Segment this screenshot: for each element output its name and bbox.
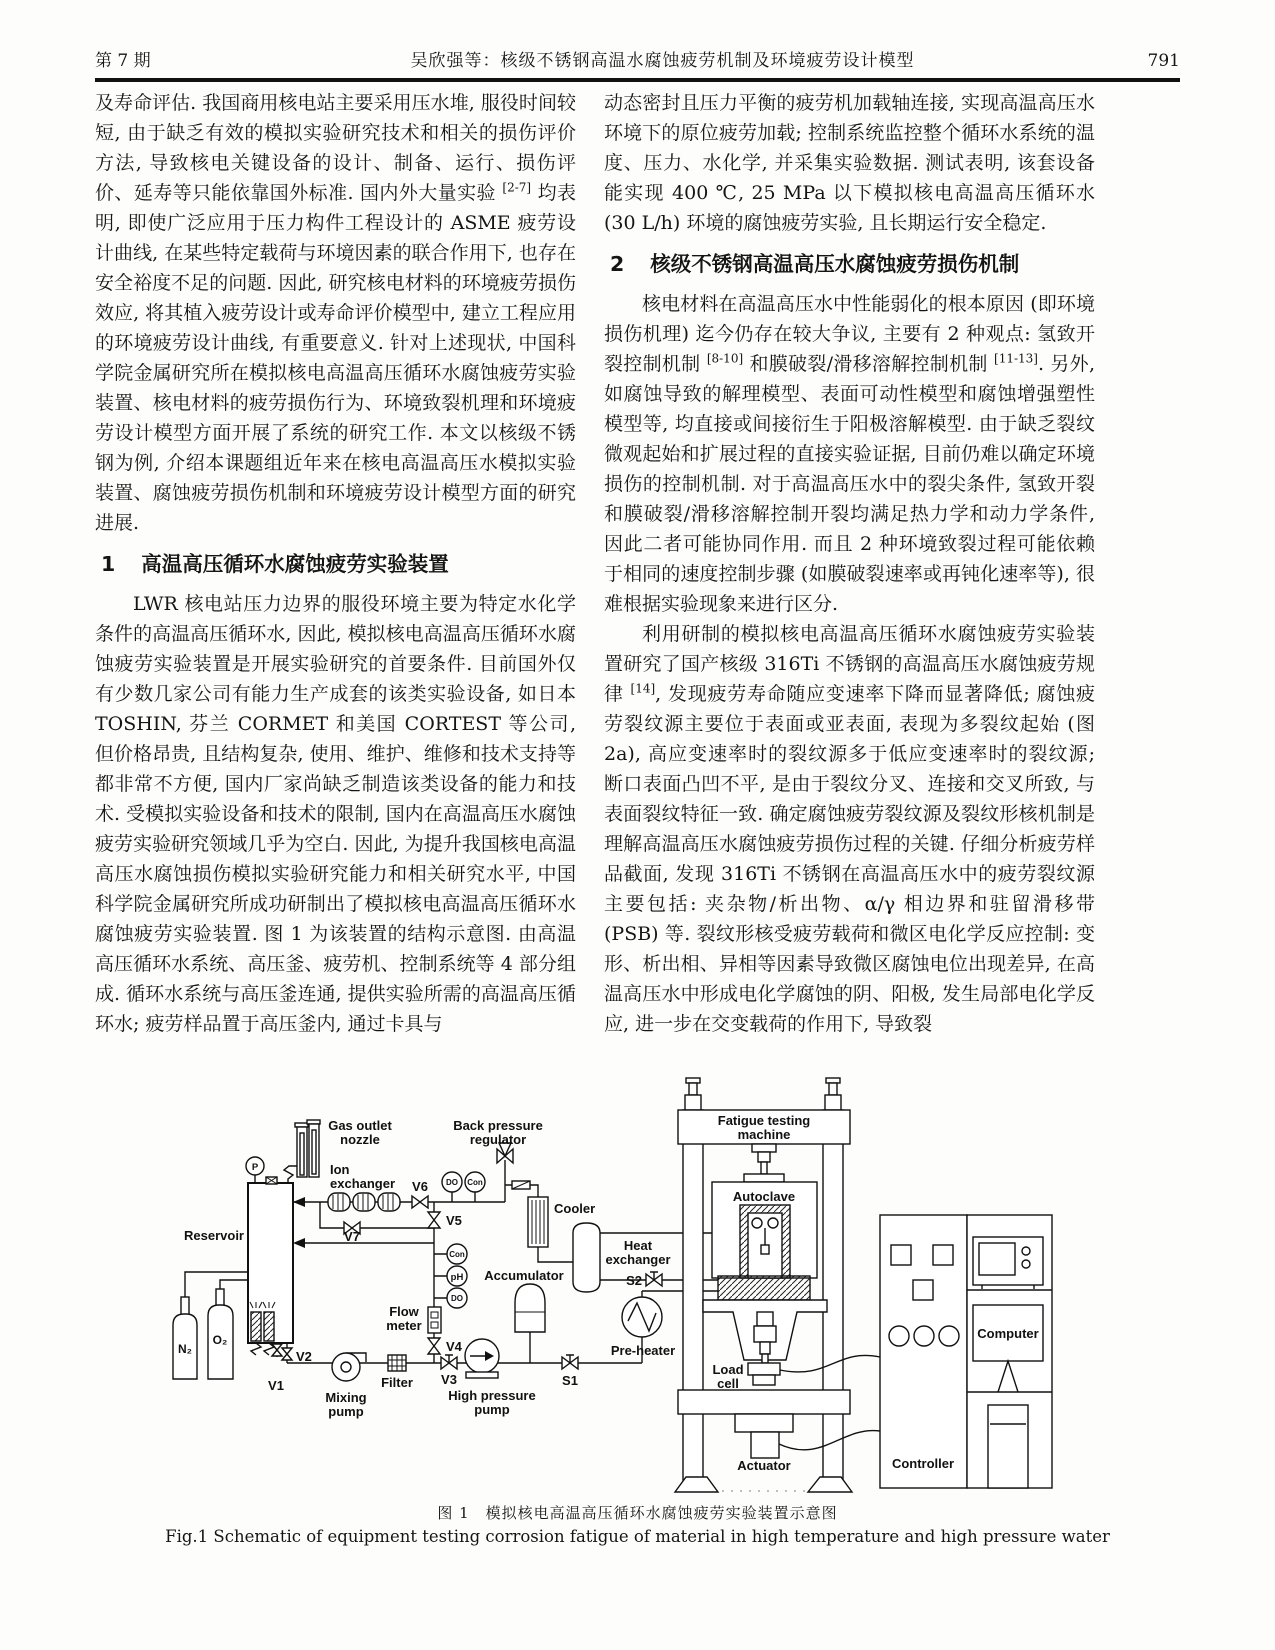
valve-v4 bbox=[428, 1338, 440, 1354]
label-mixing-pump: Mixing bbox=[325, 1390, 367, 1405]
issue-label: 第 7 期 bbox=[95, 51, 151, 71]
flow-meter-symbol bbox=[428, 1307, 441, 1333]
section-2-number: 2 bbox=[610, 252, 625, 276]
label-s1: S1 bbox=[562, 1373, 578, 1388]
load-cell-symbol bbox=[748, 1363, 780, 1385]
n2-cylinder bbox=[173, 1297, 197, 1379]
label-high-pressure-pump: pump bbox=[474, 1402, 510, 1417]
valve-v1 bbox=[272, 1344, 282, 1356]
label-gas-outlet-nozzle: Gas outlet bbox=[328, 1118, 392, 1133]
label-load-cell: cell bbox=[717, 1376, 739, 1391]
section-1-title: 高温高压循环水腐蚀疲劳实验装置 bbox=[141, 552, 449, 576]
left-column bbox=[95, 88, 576, 1039]
label-back-pressure-regulator: Back pressure bbox=[453, 1118, 543, 1133]
section-1-number: 1 bbox=[101, 552, 116, 576]
section-2-heading bbox=[604, 249, 1095, 279]
valve-v3 bbox=[441, 1355, 457, 1369]
paragraph: 及寿命评估. 我国商用核电站主要采用压水堆, 服役时间较短, 由于缺乏有效的模拟实验研究技术和相关的损伤评价方法, 导致核电关键设备的设计、制备、运行、损伤评价、延寿等只能依靠国外标准. 国内外大量实验 [2-7] 均表明, 即使广泛应用于压力构件工程设计的 ASME 疲劳设计曲线, 在某些特定载荷与环境因素的联合作用下, 也存在安全裕度不足的问题. 因此, 研究核电材料的环境疲劳损伤效应, 将其植入疲劳设计或寿命评价模型中, 建立工程应用的环境疲劳设计曲线, 有重要意义. 针对上述现状, 中国科学院金属研究所在模拟核电高温高压循环水腐蚀疲劳实验装置、核电材料的疲劳损伤行为、环境致裂机理和环境疲劳设计模型方面开展了系统的研究工作. 本文以核级不锈钢为例, 介绍本课题组近年来在核电高温高压水模拟实验装置、腐蚀疲劳损伤机制和环境疲劳设计模型方面的研究进展. bbox=[95, 92, 576, 534]
valve-v6 bbox=[412, 1196, 428, 1208]
preheater-symbol bbox=[622, 1297, 662, 1337]
label-mixing-pump: pump bbox=[328, 1404, 364, 1419]
label-gauge-do: DO bbox=[451, 1294, 463, 1303]
valve-s2 bbox=[646, 1272, 662, 1286]
label-actuator: Actuator bbox=[737, 1458, 791, 1473]
reservoir-tank bbox=[248, 1177, 293, 1343]
label-gauge-con: Con bbox=[449, 1250, 465, 1259]
label-load-cell: Load bbox=[712, 1362, 744, 1377]
page-number: 791 bbox=[1147, 51, 1180, 71]
label-heat-exchanger: exchanger bbox=[605, 1252, 671, 1267]
label-preheater: Pre-heater bbox=[610, 1343, 676, 1358]
figure-1-schematic bbox=[95, 1075, 1185, 1500]
computer-cabinet bbox=[967, 1215, 1052, 1488]
paragraph: 动态密封且压力平衡的疲劳机加载轴连接, 实现高温高压水环境下的原位疲劳加载; 控制系统监控整个循环水系统的温度、压力、水化学, 并采集实验数据. 测试表明, 该套设备能实现 400 ℃, 25 MPa 以下模拟核电高温高压循环水 (30 L/h) 环境的腐蚀疲劳实验, 且长期运行安全稳定. bbox=[604, 92, 1095, 234]
label-ion-exchanger: exchanger bbox=[330, 1176, 396, 1191]
label-flow-meter: Flow bbox=[389, 1304, 419, 1319]
controller-cabinet bbox=[880, 1215, 967, 1488]
label-v2: V2 bbox=[296, 1349, 312, 1364]
mixing-pump-symbol bbox=[332, 1353, 366, 1381]
paragraph: 利用研制的模拟核电高温高压循环水腐蚀疲劳实验装置研究了国产核级 316Ti 不锈钢的高温高压水腐蚀疲劳规律 [14], 发现疲劳寿命随应变速率下降而显著降低; 腐蚀疲劳裂纹源主要位于表面或亚表面, 表现为多裂纹起始 (图 2a), 高应变速率时的裂纹源多于低应变速率时的裂纹源; 断口表面凸凹不平, 是由于裂纹分叉、连接和交叉所致, 与表面裂纹特征一致. 确定腐蚀疲劳裂纹源及裂纹形核机制是理解高温高压水腐蚀疲劳损伤过程的关键. 仔细分析疲劳样品截面, 发现 316Ti 不锈钢在高温高压水中的疲劳裂纹源主要包括: 夹杂物/析出物、α/γ 相边界和驻留滑移带 (PSB) 等. 裂纹形核受疲劳载荷和微区电化学反应控制: 变形、析出相、异相等因素导致微区腐蚀电位出现差异, 在高温高压水中形成电化学腐蚀的阴、阳极, 发生局部电化学反应, 进一步在交变载荷的作用下, 导致裂 bbox=[604, 623, 1095, 1035]
label-high-pressure-pump: High pressure bbox=[448, 1388, 536, 1403]
label-v4: V4 bbox=[446, 1339, 462, 1354]
label-computer: Computer bbox=[977, 1326, 1039, 1341]
label-s2: S2 bbox=[626, 1273, 642, 1288]
label-heat-exchanger: Heat bbox=[623, 1238, 653, 1253]
valve-v5 bbox=[428, 1212, 440, 1228]
heat-exchanger-symbol bbox=[573, 1223, 600, 1292]
label-v7: V7 bbox=[344, 1229, 360, 1244]
machine-base-beam bbox=[678, 1390, 850, 1414]
inline-filter-symbol bbox=[512, 1181, 530, 1189]
label-controller: Controller bbox=[891, 1456, 955, 1471]
section-1-heading bbox=[95, 549, 576, 579]
label-fatigue-machine: machine bbox=[737, 1127, 791, 1142]
label-gauge-con: Con bbox=[467, 1178, 483, 1187]
label-v3: V3 bbox=[441, 1372, 457, 1387]
label-cooler: Cooler bbox=[554, 1201, 596, 1216]
label-v1: V1 bbox=[268, 1378, 284, 1393]
machine-lower-frame bbox=[703, 1300, 827, 1363]
right-column bbox=[604, 88, 1095, 1039]
paragraph: LWR 核电站压力边界的服役环境主要为特定水化学条件的高温高压循环水, 因此, 模拟核电高温高压循环水腐蚀疲劳实验装置是开展实验研究的首要条件. 目前国外仅有少数几家公司有能力生产成套的该类实验设备, 如日本 TOSHIN, 芬兰 CORMET 和美国 CORTEST 等公司, 但价格昂贵, 且结构复杂, 使用、维护、维修和技术支持等都非常不方便, 国内厂家尚缺乏制造该类设备的能力和技术. 受模拟实验设备和技术的限制, 国内在高温高压水腐蚀疲劳实验研究领域几乎为空白. 因此, 为提升我国核电高温高压水腐蚀损伤模拟实验研究能力和相关研究水平, 中国科学院金属研究所成功研制出了模拟核电高温高压循环水腐蚀疲劳实验装置. 图 1 为该装置的结构示意图. 由高温高压循环水系统、高压釜、疲劳机、控制系统等 4 部分组成. 循环水系统与高压釜连通, 提供实验所需的高温高压循环水; 疲劳样品置于高压釜内, 通过卡具与 bbox=[95, 593, 576, 1035]
header-rule bbox=[95, 78, 1180, 82]
figure-caption-en: Fig.1 Schematic of equipment testing corrosion fatigue of material in high temperature and high pressure water bbox=[165, 1527, 1110, 1546]
label-fatigue-machine: Fatigue testing bbox=[717, 1113, 811, 1128]
label-v5: V5 bbox=[446, 1213, 462, 1228]
valve-s1 bbox=[562, 1355, 578, 1369]
label-o2: O₂ bbox=[212, 1333, 228, 1347]
page-header bbox=[95, 46, 1180, 71]
figure-caption-cn: 图 1 模拟核电高温高压循环水腐蚀疲劳实验装置示意图 bbox=[437, 1504, 838, 1522]
actuator-symbol bbox=[735, 1414, 793, 1458]
machine-feet bbox=[675, 1477, 852, 1492]
high-pressure-pump-symbol bbox=[465, 1339, 499, 1378]
label-flow-meter: meter bbox=[386, 1318, 422, 1333]
label-filter: Filter bbox=[381, 1375, 413, 1390]
label-accumulator: Accumulator bbox=[484, 1268, 564, 1283]
accumulator-symbol bbox=[515, 1284, 545, 1332]
label-n2: N₂ bbox=[178, 1342, 192, 1356]
label-back-pressure-regulator: regulator bbox=[469, 1132, 527, 1147]
label-reservoir: Reservoir bbox=[184, 1228, 244, 1243]
filter-symbol bbox=[388, 1355, 406, 1371]
gas-outlet-nozzle-symbol bbox=[295, 1120, 320, 1177]
label-v6: V6 bbox=[412, 1179, 428, 1194]
ion-exchanger-symbol bbox=[328, 1193, 400, 1211]
label-gauge-ph: pH bbox=[450, 1272, 464, 1283]
label-gauge-do: DO bbox=[446, 1178, 458, 1187]
running-title: 吴欣强等：核级不锈钢高温水腐蚀疲劳机制及环境疲劳设计模型 bbox=[410, 51, 915, 71]
paragraph: 核电材料在高温高压水中性能弱化的根本原因 (即环境损伤机理) 迄今仍存在较大争议, 主要有 2 种观点: 氢致开裂控制机制 [8-10] 和膜破裂/滑移溶解控制机制 [11-13]. 另外, 如腐蚀导致的解理模型、表面可动性模型和腐蚀增强塑性模型等, 均直接或间接衍生于阳极溶解模型. 由于缺乏裂纹微观起始和扩展过程的直接实验证据, 目前仍难以确定环境损伤的控制机制. 对于高温高压水中的裂尖条件, 氢致开裂和膜破裂/滑移溶解控制开裂均满足热力学和动力学条件, 因此二者可能协同作用. 而且 2 种环境致裂过程可能依赖于相同的速度控制步骤 (如膜破裂速率或再钝化速率等), 很难根据实验现象来进行区分. bbox=[604, 293, 1095, 615]
label-gauge-p: P bbox=[251, 1162, 259, 1173]
body-columns bbox=[95, 88, 1095, 1039]
label-gas-outlet-nozzle: nozzle bbox=[340, 1132, 380, 1147]
cooler-symbol bbox=[528, 1197, 548, 1247]
valve-v2 bbox=[282, 1348, 292, 1360]
label-ion-exchanger: Ion bbox=[330, 1162, 350, 1177]
label-autoclave: Autoclave bbox=[732, 1189, 796, 1204]
section-2-title: 核级不锈钢高温高压水腐蚀疲劳损伤机制 bbox=[650, 252, 1020, 276]
